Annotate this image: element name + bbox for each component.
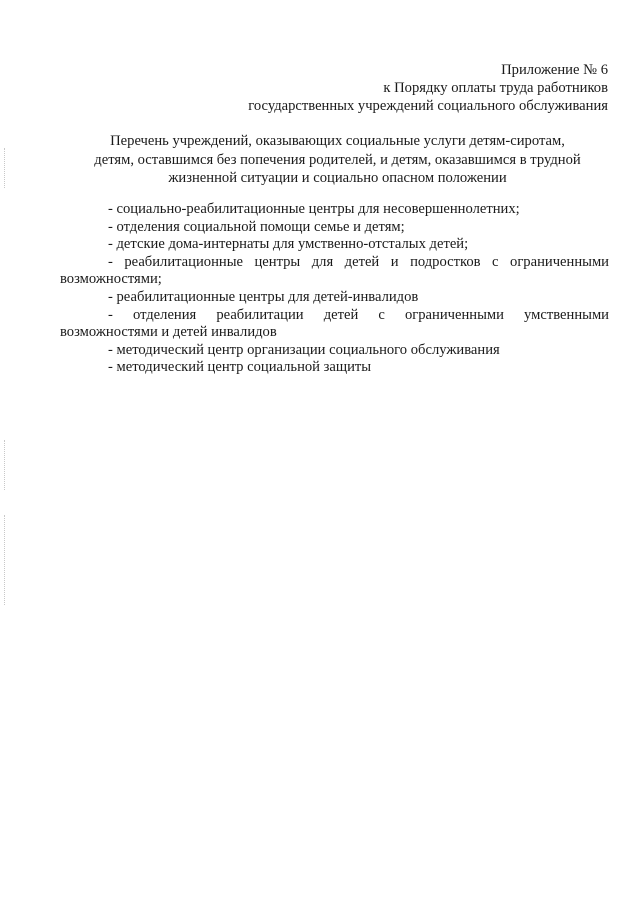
list-item: - реабилитационные центры для детей-инвалидов xyxy=(108,288,419,305)
appendix-number: Приложение № 6 xyxy=(501,62,608,78)
title-line-2: детям, оставшимся без попечения родителей, и детям, оказавшимся в трудной xyxy=(94,151,581,168)
list-item: - детские дома-интернаты для умственно-отсталых детей; xyxy=(108,236,469,253)
title-line-1: Перечень учреждений, оказывающих социальные услуги детям-сиротам, xyxy=(110,133,565,149)
appendix-header xyxy=(248,61,608,115)
list-item: - методический центр организации социального обслуживания xyxy=(108,341,500,358)
list-item: - социально-реабилитационные центры для несовершеннолетних; xyxy=(108,201,520,217)
scan-margin-mark-middle xyxy=(4,440,7,490)
list-item: - отделения реабилитации детей с ограниченными умственными возможностями и детей инвалидов xyxy=(60,306,609,341)
appendix-reference-continued: государственных учреждений социального обслуживания xyxy=(248,98,608,114)
list-item: - реабилитационные центры для детей и подростков с ограниченными возможностями; xyxy=(60,253,609,288)
title-line-3: жизненной ситуации и социально опасном положении xyxy=(168,170,507,186)
document-title xyxy=(60,132,615,188)
scan-margin-mark-lower xyxy=(4,515,7,605)
list-item: - отделения социальной помощи семье и детям; xyxy=(108,218,405,235)
list-item: - методический центр социальной защиты xyxy=(108,359,372,376)
scan-margin-mark-top xyxy=(4,148,7,188)
appendix-reference: к Порядку оплаты труда работников xyxy=(383,80,608,96)
institutions-list xyxy=(60,201,609,377)
